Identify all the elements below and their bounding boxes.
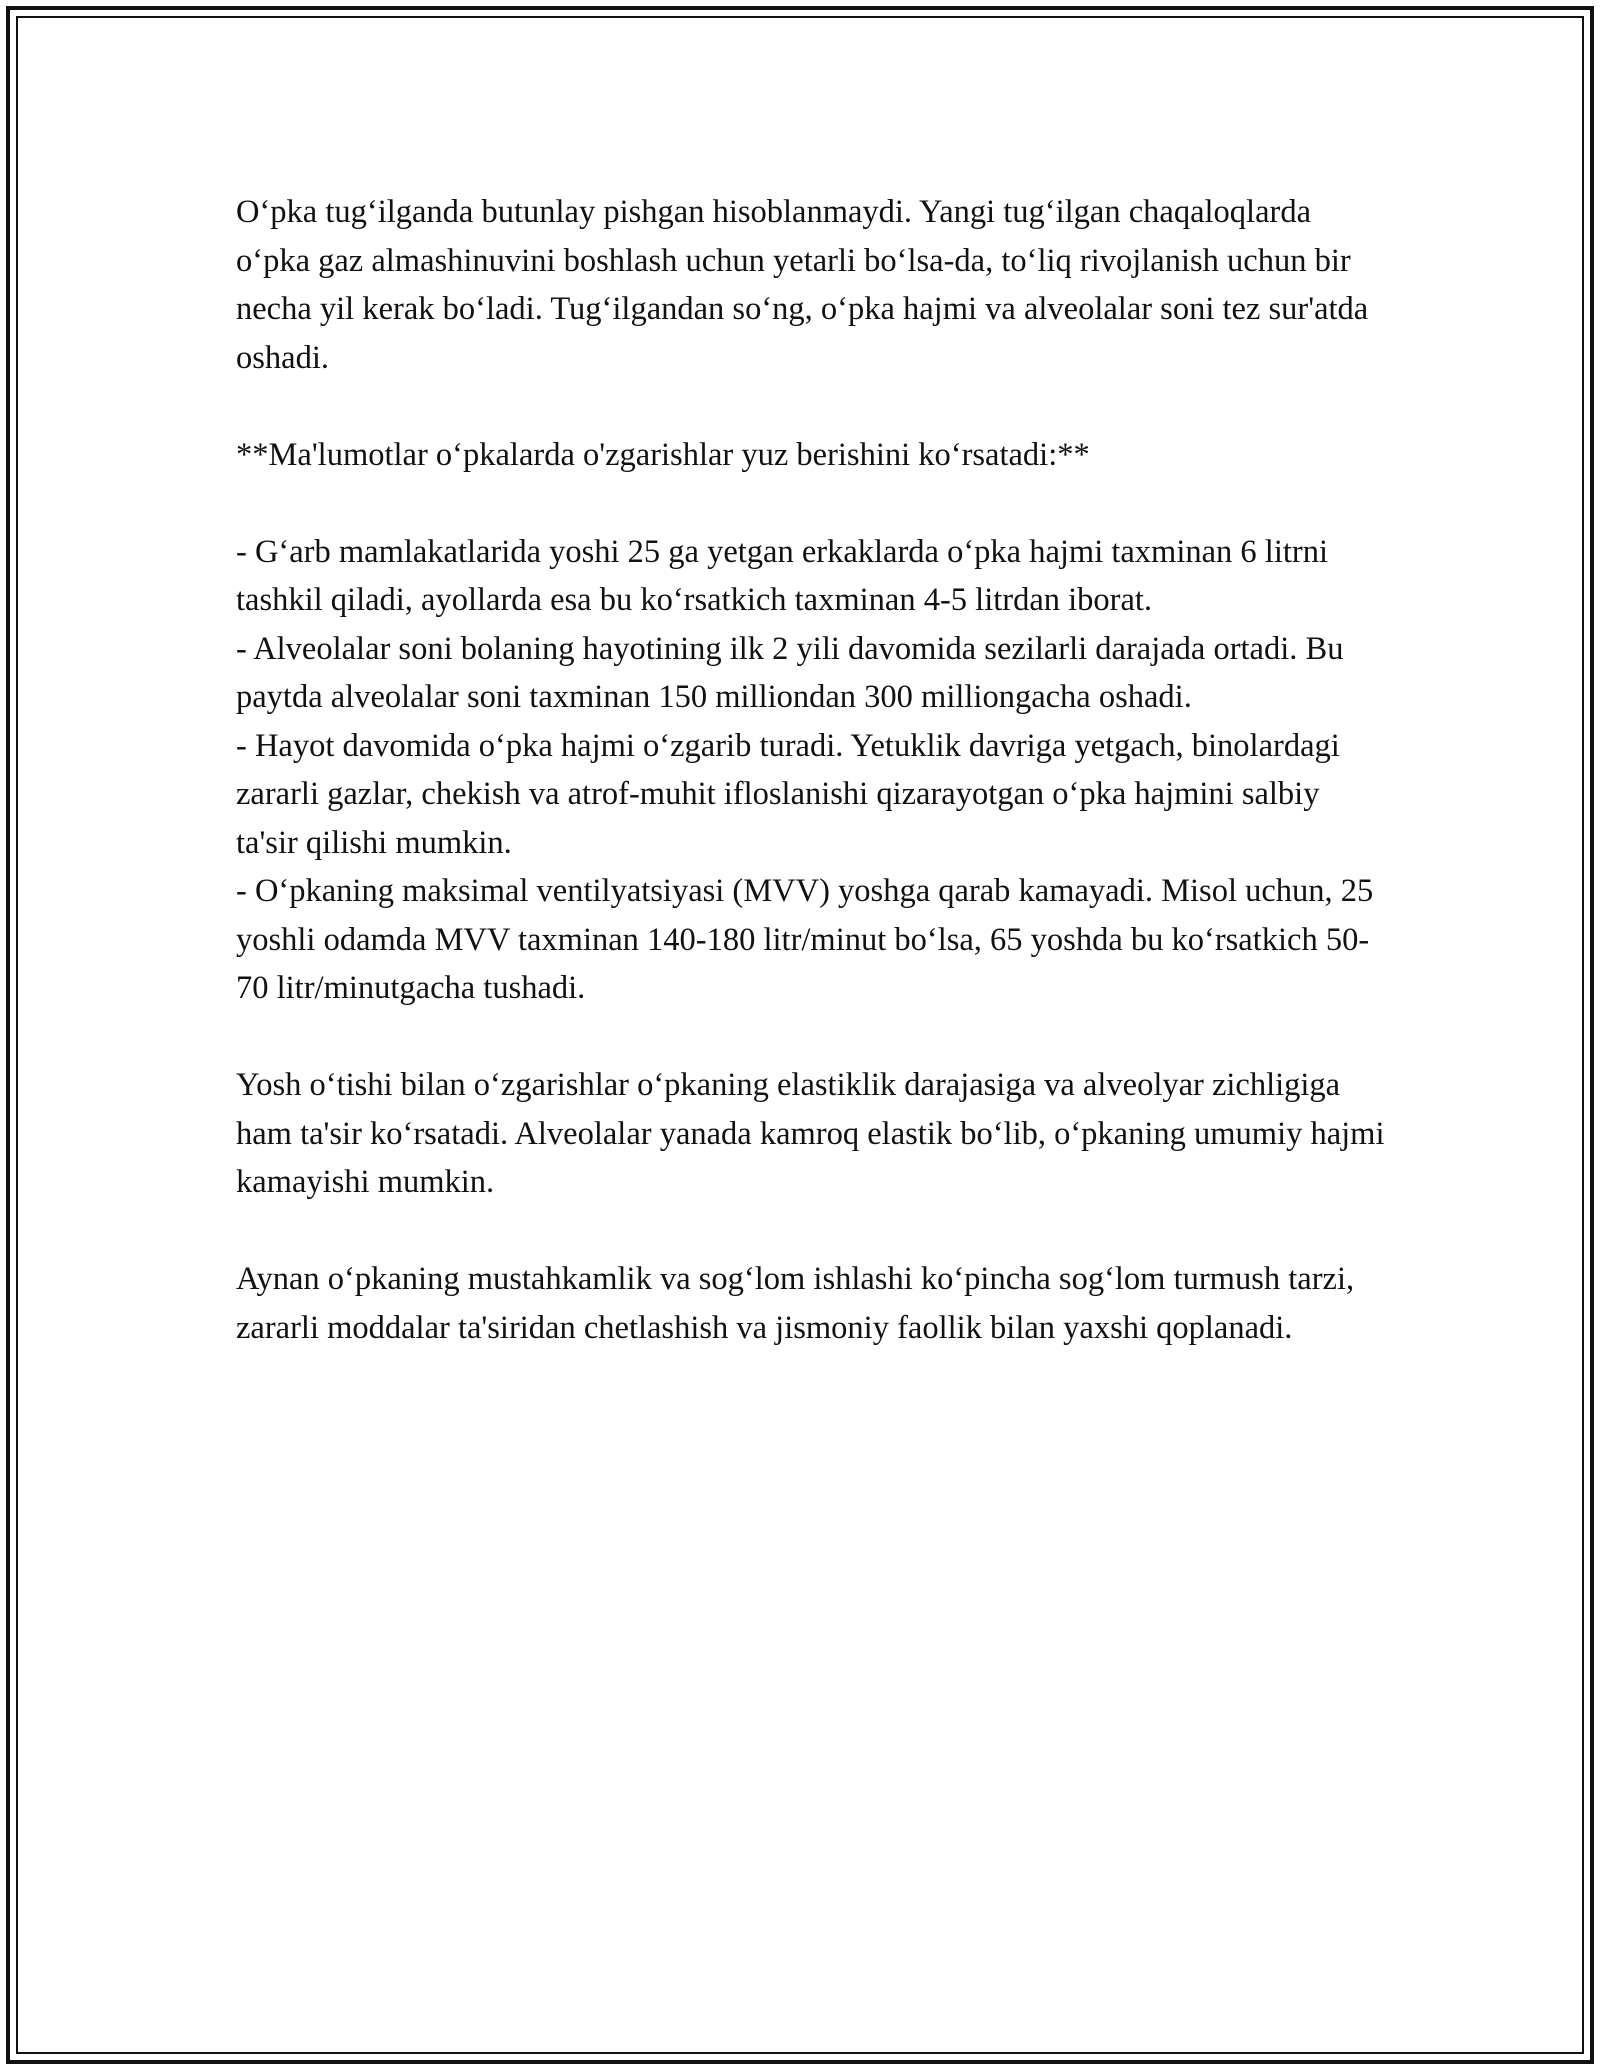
aging-paragraph: Yosh o‘tishi bilan o‘zgarishlar o‘pkaning elastiklik darajasiga va alveolyar zichligiga ham ta'sir ko‘rsatadi. Alveolalar yanada kamroq elastik bo‘lib, o‘pkaning umumiy hajmi kamayishi mumkin. [236,1067,1385,1200]
bullet-list [236,528,1386,1013]
list-item: - Hayot davomida o‘pka hajmi o‘zgarib turadi. Yetuklik davriga yetgach, binolardagi zararli gazlar, chekish va atrof-muhit ifloslanishi qizarayotgan o‘pka hajmini salbiy ta'sir qilishi mumkin. [236,727,1340,861]
list-item: - G‘arb mamlakatlarida yoshi 25 ga yetgan erkaklarda o‘pka hajmi taxminan 6 litrni tashkil qiladi, ayollarda esa bu ko‘rsatkich taxminan 4-5 litrdan iborat. [236,533,1328,618]
document-body [236,188,1386,1401]
list-item: - O‘pkaning maksimal ventilyatsiyasi (MVV) yoshga qarab kamayadi. Misol uchun, 25 yoshli odamda MVV taxminan 140-180 litr/minut bo‘lsa, 65 yoshda bu ko‘rsatkich 50-70 litr/minutgacha tushadi. [236,873,1374,1006]
list-item: - Alveolalar soni bolaning hayotining ilk 2 yili davomida sezilarli darajada ortadi. Bu paytda alveolalar soni taxminan 150 milliondan 300 milliongacha oshadi. [236,630,1344,715]
intro-paragraph: O‘pka tug‘ilganda butunlay pishgan hisoblanmaydi. Yangi tug‘ilgan chaqaloqlarda o‘pka gaz almashinuvini boshlash uchun yetarli bo‘lsa-da, to‘liq rivojlanish uchun bir necha yil kerak bo‘ladi. Tug‘ilgandan so‘ng, o‘pka hajmi va alveolalar soni tez sur'atda oshadi. [236,194,1369,376]
closing-paragraph: Aynan o‘pkaning mustahkamlik va sog‘lom ishlashi ko‘pincha sog‘lom turmush tarzi, zararli moddalar ta'siridan chetlashish va jismoniy faollik bilan yaxshi qoplanadi. [236,1261,1355,1346]
section-heading: **Ma'lumotlar o‘pkalarda o'zgarishlar yuz berishini ko‘rsatadi:** [236,436,1090,473]
